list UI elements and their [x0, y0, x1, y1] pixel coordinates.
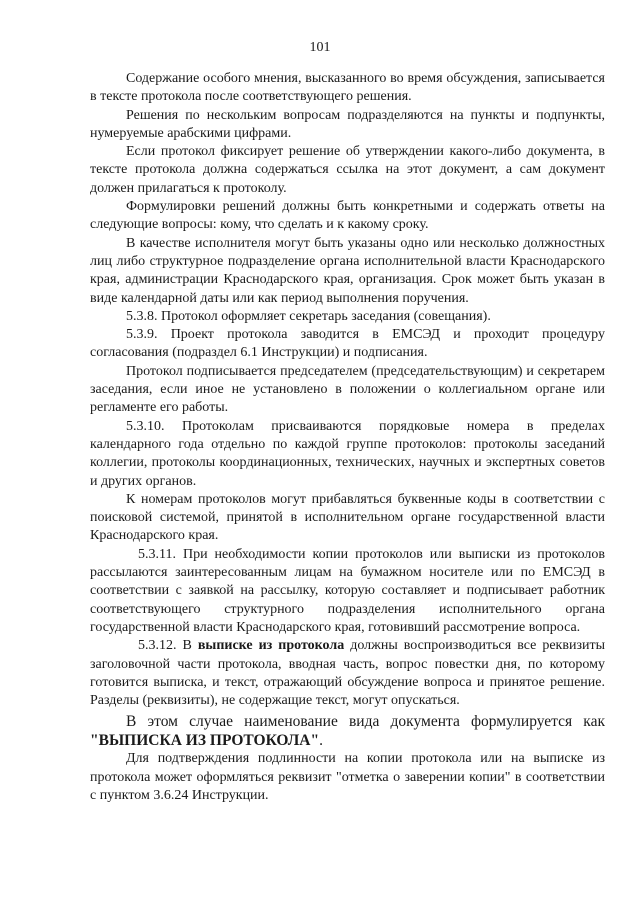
paragraph: Решения по нескольким вопросам подразделяются на пункты и подпункты, нумеруемые арабскими цифрами.: [90, 107, 605, 141]
paragraph: Формулировки решений должны быть конкретными и содержать ответы на следующие вопросы: кому, что сделать и к какому сроку.: [90, 199, 605, 233]
paragraph: Содержание особого мнения, высказанного во время обсуждения, записывается в тексте протокола после соответствующего решения.: [90, 71, 605, 105]
page-number: 101: [309, 40, 331, 55]
paragraph: Протокол подписывается председателем (председательствующим) и секретарем заседания, если иное не установлено в положении о коллегиальном органе или регламенте его работы.: [90, 363, 605, 416]
paragraph-5-3-8: 5.3.8. Протокол оформляет секретарь заседания (совещания).: [126, 308, 491, 324]
document-body: [90, 70, 605, 805]
bold-term: выписке из протокола: [197, 638, 345, 654]
text-run: 5.3.12. В: [138, 638, 198, 654]
paragraph-extract-title: [90, 712, 605, 750]
text-run: должны воспроизводиться все реквизиты заголовочной части протокола, вводная часть, вопрос повестки дня, по которому готовится выписка, и текст, отражающий обсуждение вопроса и принятое решение. Разделы (реквизиты), не содержащие текст, могут опускаться.: [90, 638, 606, 709]
paragraph: В качестве исполнителя могут быть указаны одно или несколько должностных лиц либо структурное подразделение органа исполнительной власти Краснодарского края, администрации Краснодарского края, организация. Срок может быть указан в виде календарной даты или как период выполнения поручения.: [90, 235, 605, 306]
paragraph-5-3-9: 5.3.9. Проект протокола заводится в ЕМСЭД и проходит процедуру согласования (подраздел 6.1 Инструкции) и подписания.: [90, 327, 605, 361]
text-run: .: [319, 732, 323, 750]
paragraph-5-3-10: 5.3.10. Протоколам присваиваются порядковые номера в пределах календарного года отдельно по каждой группе протоколов: протоколы заседаний коллегии, протоколы координационных, технических, научных и экспертных советов и других органов.: [90, 418, 605, 489]
paragraph-5-3-11: 5.3.11. При необходимости копии протоколов или выписки из протоколов рассылаются заинтересованным лицам на бумажном носителе или по ЕМСЭД в соответствии с заявкой на рассылку, которую составляет и подписывает работник соответствующего структурного подразделения исполнительного органа государственной власти Краснодарского края, готовивший рассмотрение вопроса.: [90, 546, 605, 635]
paragraph: Для подтверждения подлинности на копии протокола или на выписке из протокола может оформляться реквизит "отметка о заверении копии" в соответствии с пунктом 3.6.24 Инструкции.: [90, 751, 605, 803]
paragraph-5-3-12: [90, 637, 605, 710]
bold-title: "ВЫПИСКА ИЗ ПРОТОКОЛА": [90, 732, 320, 750]
text-run: В этом случае наименование вида документа формулируется как: [126, 713, 605, 731]
paragraph: Если протокол фиксирует решение об утверждении какого-либо документа, в тексте протокола должна содержаться ссылка на этот документ, а сам документ должен прилагаться к протоколу.: [90, 144, 605, 196]
paragraph: К номерам протоколов могут прибавляться буквенные коды в соответствии с поисковой системой, принятой в исполнительном органе государственной власти Краснодарского края.: [90, 491, 605, 544]
